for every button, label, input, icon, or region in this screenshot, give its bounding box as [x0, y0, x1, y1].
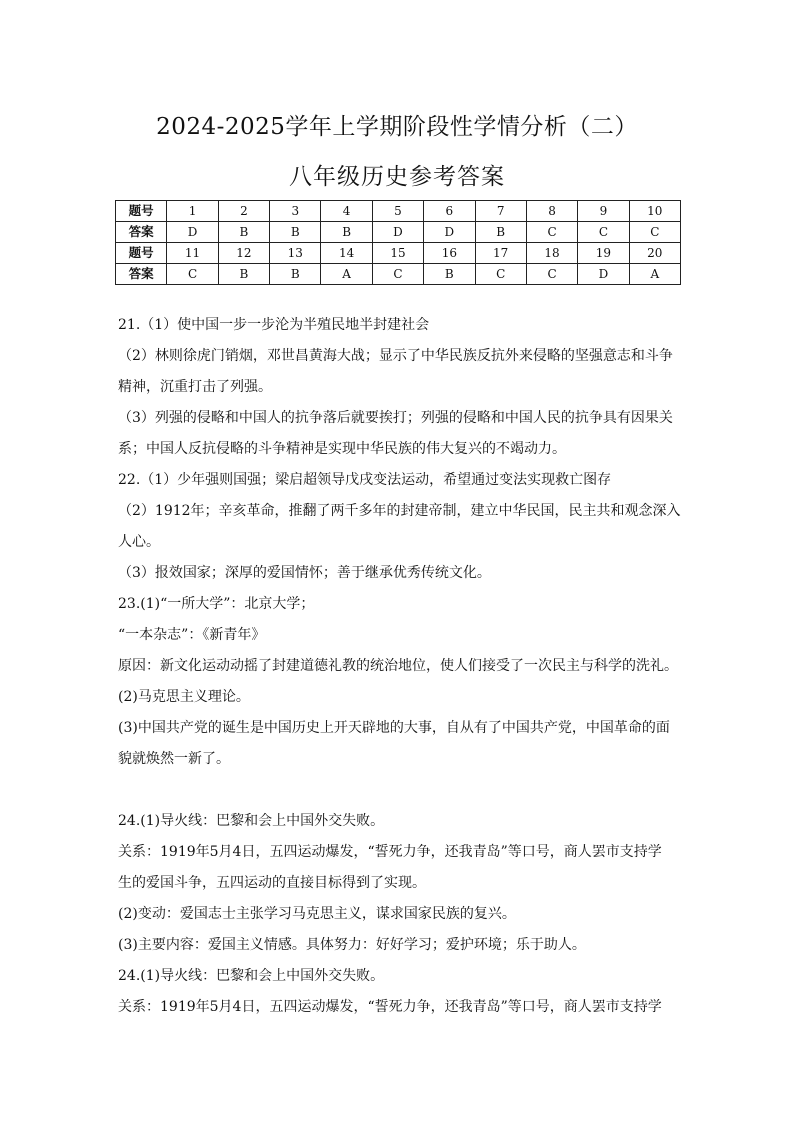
- table-cell: A: [629, 264, 680, 285]
- table-cell: D: [578, 264, 629, 285]
- answer-line: （3）报效国家；深厚的爱国情怀；善于继承优秀传统文化。: [118, 565, 491, 581]
- answer-line: 24.(1)导火线：巴黎和会上中国外交失败。: [118, 813, 385, 829]
- table-cell: C: [629, 222, 680, 243]
- table-row: [116, 243, 681, 264]
- answer-line: （3）列强的侵略和中国人的抗争落后就要挨打；列强的侵略和中国人民的抗争具有因果关: [118, 410, 673, 426]
- table-cell: 9: [578, 201, 629, 222]
- table-cell: B: [270, 222, 321, 243]
- table-cell: D: [372, 222, 423, 243]
- answer-body: [118, 310, 686, 1023]
- answer-line: 21.（1）使中国一步一步沦为半殖民地半封建社会: [118, 317, 430, 333]
- table-cell: C: [475, 264, 526, 285]
- table-cell: C: [167, 264, 218, 285]
- table-cell: 10: [629, 201, 680, 222]
- answer-line: 23.(1)“一所大学”：北京大学；: [118, 596, 315, 612]
- table-row: [116, 201, 681, 222]
- table-cell: 17: [475, 243, 526, 264]
- answer-line: 原因：新文化运动动摇了封建道德礼教的统治地位，使人们接受了一次民主与科学的洗礼。: [118, 658, 678, 674]
- table-cell: A: [321, 264, 372, 285]
- row-label: 答案: [116, 264, 167, 285]
- table-cell: C: [578, 222, 629, 243]
- row-label: 题号: [116, 201, 167, 222]
- table-cell: 2: [218, 201, 269, 222]
- table-cell: 19: [578, 243, 629, 264]
- table-cell: D: [424, 222, 475, 243]
- table-cell: C: [372, 264, 423, 285]
- table-cell: 8: [526, 201, 577, 222]
- table-cell: 20: [629, 243, 680, 264]
- answer-line: 系；中国人反抗侵略的斗争精神是实现中华民族的伟大复兴的不竭动力。: [118, 441, 566, 457]
- table-cell: 4: [321, 201, 372, 222]
- row-label: 题号: [116, 243, 167, 264]
- table-cell: C: [526, 222, 577, 243]
- answer-line: 24.(1)导火线：巴黎和会上中国外交失败。: [118, 968, 385, 984]
- table-cell: B: [424, 264, 475, 285]
- table-cell: 11: [167, 243, 218, 264]
- table-cell: C: [526, 264, 577, 285]
- page-title: 2024-2025学年上学期阶段性学情分析（二）: [156, 114, 638, 140]
- table-cell: B: [218, 264, 269, 285]
- answer-line: 生的爱国斗争，五四运动的直接目标得到了实现。: [118, 875, 426, 891]
- table-cell: B: [475, 222, 526, 243]
- answer-line: 22.（1）少年强则国强；梁启超领导戊戌变法运动，希望通过变法实现救亡图存: [118, 472, 612, 488]
- answer-table: [115, 200, 681, 285]
- answer-line: (3)主要内容：爱国主义情感。具体努力：好好学习；爱护环境；乐于助人。: [118, 937, 586, 953]
- table-cell: B: [321, 222, 372, 243]
- table-cell: 15: [372, 243, 423, 264]
- table-cell: D: [167, 222, 218, 243]
- table-cell: 14: [321, 243, 372, 264]
- answer-line: （2）林则徐虎门销烟，邓世昌黄海大战；显示了中华民族反抗外来侵略的坚强意志和斗争: [118, 348, 673, 364]
- answer-line: 精神，沉重打击了列强。: [118, 379, 272, 395]
- table-row: [116, 222, 681, 243]
- answer-line: (2)变动：爱国志士主张学习马克思主义，谋求国家民族的复兴。: [118, 906, 516, 922]
- table-cell: B: [270, 264, 321, 285]
- answer-line: 人心。: [118, 534, 160, 550]
- table-cell: 1: [167, 201, 218, 222]
- answer-line: （2）1912年；辛亥革命，推翻了两千多年的封建帝制，建立中华民国，民主共和观念深入: [118, 503, 681, 519]
- answer-line: 貌就焕然一新了。: [118, 751, 230, 767]
- answer-line: 关系：1919年5月4日，五四运动爆发，“誓死力争，还我青岛”等口号，商人罢市支持学: [118, 844, 662, 860]
- table-cell: 13: [270, 243, 321, 264]
- table-cell: 7: [475, 201, 526, 222]
- table-cell: 12: [218, 243, 269, 264]
- table-cell: B: [218, 222, 269, 243]
- table-cell: 3: [270, 201, 321, 222]
- blank-line: [118, 775, 686, 806]
- row-label: 答案: [116, 222, 167, 243]
- answer-line: “一本杂志”：《新青年》: [118, 627, 266, 643]
- page-subtitle: 八年级历史参考答案: [289, 164, 505, 190]
- table-cell: 16: [424, 243, 475, 264]
- answer-line: 关系：1919年5月4日，五四运动爆发，“誓死力争，还我青岛”等口号，商人罢市支持学: [118, 999, 662, 1015]
- table-cell: 6: [424, 201, 475, 222]
- answer-line: (3)中国共产党的诞生是中国历史上开天辟地的大事，自从有了中国共产党，中国革命的面: [118, 720, 670, 736]
- answer-line: (2)马克思主义理论。: [118, 689, 250, 705]
- table-cell: 18: [526, 243, 577, 264]
- table-cell: 5: [372, 201, 423, 222]
- table-row: [116, 264, 681, 285]
